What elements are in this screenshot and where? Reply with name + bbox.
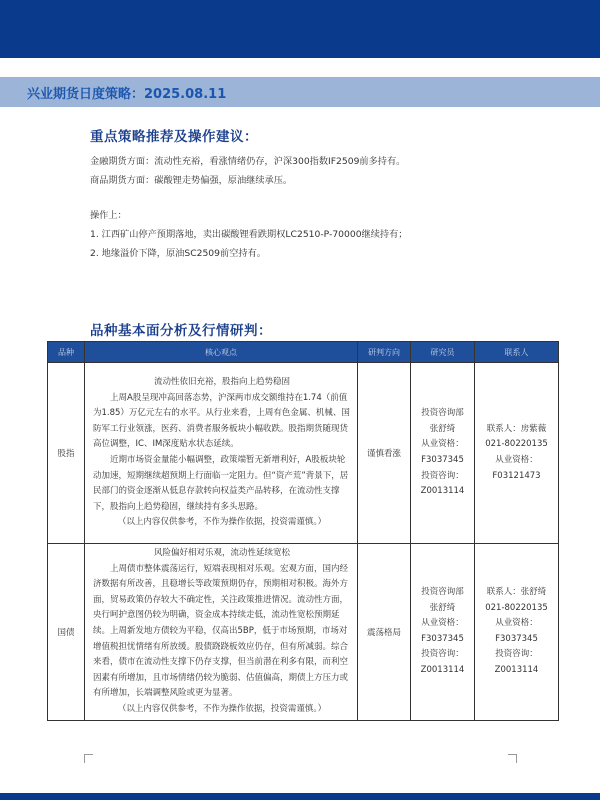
contact-consult-label: 投资咨询： <box>495 649 538 660</box>
contact-consult-number: Z0013114 <box>494 664 539 675</box>
analysis-table <box>47 341 559 721</box>
researcher-consult-number: Z0013114 <box>420 486 465 497</box>
table-row <box>48 363 559 544</box>
crop-mark-left <box>84 754 93 763</box>
crop-mark-right <box>508 754 517 763</box>
col-header-contact: 联系人 <box>475 342 559 363</box>
analysis-paragraph: 近期市场资金量能小幅调整，政策端暂无新增利好，A股板块轮动加速，短期继续超预期上行面临一定阻力。但“资产荒”背景下，居民部门的资金逐渐从低息存款转向权益类产品转移，在流动性支撑下，股指向上趋势稳固，继续持有多头思路。 <box>93 455 349 512</box>
contact-info <box>475 544 559 721</box>
variety-name: 股指 <box>48 363 85 544</box>
contact-name: 联系人：房紫薇 <box>486 423 547 434</box>
col-header-researcher: 研究员 <box>411 342 475 363</box>
researcher-qual-number: F3037345 <box>421 633 464 644</box>
col-header-core-view: 核心观点 <box>85 342 358 363</box>
report-title-bar <box>0 77 600 107</box>
top-header-band <box>0 0 600 58</box>
disclaimer-note: （以上内容仅供参考，不作为操作依据，投资需谨慎。） <box>117 517 327 528</box>
analysis-paragraph: 上周A股呈现冲高回落态势，沪深两市成交额维持在1.74（前值为1.85）万亿元左右的水平。从行业来看，上周有色金属、机械、国防军工行业领涨，医药、消费者服务板块小幅收跌。股指期货随现货高位调整，IC、IM深度贴水状态延续。 <box>93 392 350 450</box>
bottom-footer-band <box>0 793 600 800</box>
operation-item-1: 1. 江西矿山停产预期落地，卖出碳酸锂看跌期权LC2510-P-70000继续持有； <box>90 229 408 240</box>
researcher-qual-label: 从业资格： <box>421 618 464 629</box>
researcher-qual-number: F3037345 <box>421 455 464 465</box>
researcher-dept: 投资咨询部 <box>421 586 464 597</box>
researcher-info <box>411 363 475 544</box>
analysis-cell <box>85 544 358 721</box>
researcher-dept: 投资咨询部 <box>421 408 464 419</box>
researcher-name: 张舒绮 <box>429 423 456 434</box>
operations-title: 操作上： <box>90 210 127 221</box>
researcher-consult-number: Z0013114 <box>420 664 465 675</box>
researcher-consult-label: 投资咨询： <box>421 649 464 660</box>
table-row <box>48 544 559 721</box>
analysis-cell <box>85 363 358 544</box>
contact-name: 联系人：张舒绮 <box>486 586 547 597</box>
contact-info <box>475 363 559 544</box>
direction-value: 震荡格局 <box>358 544 411 721</box>
contact-qual-number: F3037345 <box>495 633 538 644</box>
strategy-line-commodity: 商品期货方面：碳酸锂走势偏强，原油继续承压。 <box>90 175 293 186</box>
direction-value: 谨慎看涨 <box>358 363 411 544</box>
analysis-paragraph: 上周债市整体震荡运行，短端表现相对乐观。宏观方面，国内经济数据有所改善，且稳增长等政策预期仍存，预期相对积极。海外方面，贸易政策仍存较大不确定性，关注政策推进情况。流动性方面，央行呵护意图仍较为明确，资金成本持续走低，流动性宽松预期延续。上周新发地方债较为平稳，仅高出5BP，低于市场预期，市场对增值税担忧情绪有所放缓。股债跷跷板效应仍存，但有所减弱。综合来看，债市在流动性支撑下仍存支撑，但当前潜在利多有限，而利空因素有所增加，且市场情绪仍较为脆弱、估值偏高，期债上方压力或有所增加，长端调整风险或更为显著。 <box>93 563 349 699</box>
contact-qual-number: F03121473 <box>492 470 541 481</box>
report-title: 兴业期货日度策略：2025.08.11 <box>27 87 227 102</box>
contact-phone: 021-80220135 <box>485 602 548 613</box>
researcher-name: 张舒绮 <box>429 602 456 613</box>
strategy-heading: 重点策略推荐及操作建议： <box>90 129 258 145</box>
researcher-qual-label: 从业资格： <box>421 439 464 450</box>
contact-phone: 021-80220135 <box>485 439 548 450</box>
analysis-subtitle: 风险偏好相对乐观，流动性延续宽松 <box>153 548 290 558</box>
contact-qual-label: 从业资格： <box>495 618 538 629</box>
researcher-consult-label: 投资咨询： <box>421 470 464 481</box>
col-header-variety: 品种 <box>48 342 85 363</box>
researcher-info <box>411 544 475 721</box>
contact-qual-label: 从业资格： <box>495 455 538 465</box>
table-header-row <box>48 342 559 363</box>
strategy-line-financial: 金融期货方面：流动性充裕，看涨情绪仍存，沪深300指数IF2509前多持有。 <box>90 156 406 167</box>
analysis-subtitle: 流动性依旧充裕，股指向上趋势稳固 <box>153 377 290 388</box>
disclaimer-note: （以上内容仅供参考，不作为操作依据，投资需谨慎。） <box>117 703 327 714</box>
operation-item-2: 2. 地缘溢价下降，原油SC2509前空持有。 <box>90 248 266 259</box>
col-header-direction: 研判方向 <box>358 342 411 363</box>
analysis-heading: 品种基本面分析及行情研判： <box>90 323 272 339</box>
variety-name: 国债 <box>48 544 85 721</box>
